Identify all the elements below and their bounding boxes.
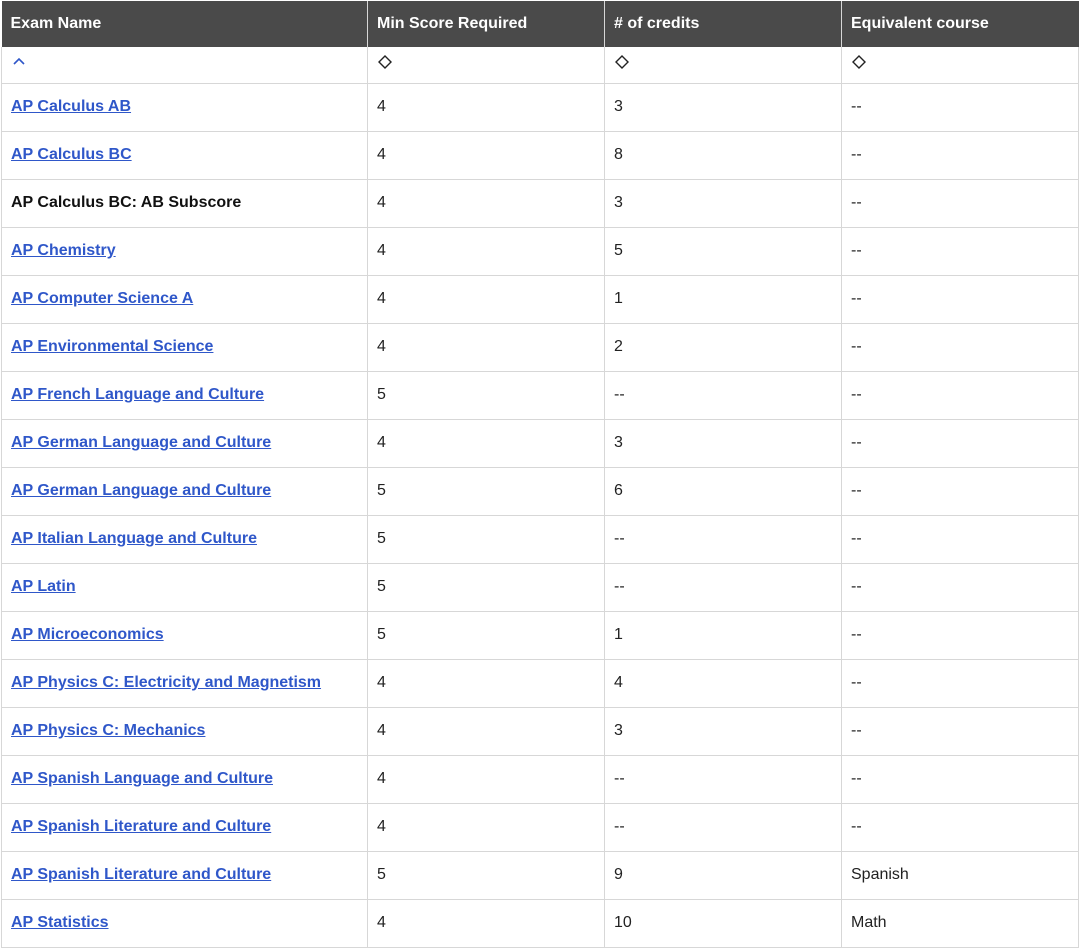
credits-cell: 6: [605, 467, 842, 515]
credits-cell: 10: [605, 899, 842, 947]
table-row: [2, 371, 1079, 419]
equivalent-course-cell: --: [842, 83, 1079, 131]
exam-link[interactable]: AP Microeconomics: [11, 626, 164, 643]
min-score-cell: 4: [368, 83, 605, 131]
exam-name-cell: [2, 899, 368, 947]
table-row: [2, 467, 1079, 515]
equivalent-course-cell: --: [842, 371, 1079, 419]
credits-cell: 2: [605, 323, 842, 371]
min-score-cell: 4: [368, 179, 605, 227]
credits-cell: 1: [605, 611, 842, 659]
credits-cell: --: [605, 371, 842, 419]
equivalent-course-cell: --: [842, 419, 1079, 467]
table-row: [2, 563, 1079, 611]
column-header-credits[interactable]: # of credits: [605, 1, 842, 47]
sort-cell-equivalent-course: [842, 47, 1079, 83]
table-row: [2, 659, 1079, 707]
exam-link[interactable]: AP Calculus AB: [11, 98, 132, 115]
credits-cell: 3: [605, 83, 842, 131]
min-score-cell: 4: [368, 659, 605, 707]
min-score-cell: 4: [368, 419, 605, 467]
min-score-cell: 5: [368, 611, 605, 659]
equivalent-course-cell: Spanish: [842, 851, 1079, 899]
table-row: [2, 899, 1079, 947]
exam-link[interactable]: AP Chemistry: [11, 242, 116, 259]
equivalent-course-cell: --: [842, 275, 1079, 323]
table-row: [2, 803, 1079, 851]
exam-link[interactable]: AP German Language and Culture: [11, 434, 272, 451]
exam-name-cell: [2, 275, 368, 323]
exam-name-cell: [2, 83, 368, 131]
exam-link[interactable]: AP Physics C: Mechanics: [11, 722, 206, 739]
equivalent-course-cell: --: [842, 611, 1079, 659]
min-score-cell: 5: [368, 851, 605, 899]
exam-link[interactable]: AP French Language and Culture: [11, 386, 265, 403]
table-row: [2, 419, 1079, 467]
credits-cell: 1: [605, 275, 842, 323]
exam-link[interactable]: AP Physics C: Electricity and Magnetism: [11, 674, 322, 691]
column-header-min-score[interactable]: Min Score Required: [368, 1, 605, 47]
exam-link[interactable]: AP Spanish Language and Culture: [11, 770, 273, 787]
exam-name-cell: [2, 371, 368, 419]
sort-cell-min-score: [368, 47, 605, 83]
min-score-cell: 4: [368, 275, 605, 323]
min-score-cell: 5: [368, 467, 605, 515]
exam-name-cell: [2, 227, 368, 275]
equivalent-course-cell: --: [842, 707, 1079, 755]
equivalent-course-cell: Math: [842, 899, 1079, 947]
table-row: [2, 323, 1079, 371]
credits-cell: --: [605, 563, 842, 611]
sort-both-icon[interactable]: [851, 54, 867, 70]
table-row: [2, 131, 1079, 179]
equivalent-course-cell: --: [842, 323, 1079, 371]
equivalent-course-cell: --: [842, 179, 1079, 227]
exam-name-cell: [2, 659, 368, 707]
sort-ascending-icon[interactable]: [11, 54, 27, 70]
table-row: [2, 515, 1079, 563]
equivalent-course-cell: --: [842, 515, 1079, 563]
credits-cell: 4: [605, 659, 842, 707]
table-row: [2, 707, 1079, 755]
sort-both-icon[interactable]: [377, 54, 393, 70]
credits-cell: 8: [605, 131, 842, 179]
exam-link[interactable]: AP Spanish Literature and Culture: [11, 818, 272, 835]
table-row: [2, 755, 1079, 803]
exam-link[interactable]: AP Spanish Literature and Culture: [11, 866, 272, 883]
exam-link[interactable]: AP Latin: [11, 578, 76, 595]
exam-name-text: AP Calculus BC: AB Subscore: [11, 194, 242, 211]
exam-link[interactable]: AP Computer Science A: [11, 290, 194, 307]
exam-link[interactable]: AP Calculus BC: [11, 146, 132, 163]
column-header-exam-name[interactable]: Exam Name: [2, 1, 368, 47]
equivalent-course-cell: --: [842, 227, 1079, 275]
min-score-cell: 5: [368, 563, 605, 611]
table-row: [2, 611, 1079, 659]
credits-cell: 3: [605, 707, 842, 755]
table-header-row: [2, 1, 1079, 47]
equivalent-course-cell: --: [842, 803, 1079, 851]
exam-name-cell: [2, 419, 368, 467]
equivalent-course-cell: --: [842, 659, 1079, 707]
min-score-cell: 4: [368, 131, 605, 179]
exam-name-cell: [2, 467, 368, 515]
table-body: [2, 83, 1079, 947]
exam-credit-table: [1, 1, 1079, 948]
table-row: [2, 227, 1079, 275]
sort-cell-credits: [605, 47, 842, 83]
exam-name-cell: [2, 611, 368, 659]
exam-link[interactable]: AP Statistics: [11, 914, 109, 931]
exam-name-cell: [2, 179, 368, 227]
exam-name-cell: [2, 563, 368, 611]
credits-cell: --: [605, 515, 842, 563]
exam-name-cell: [2, 323, 368, 371]
exam-name-cell: [2, 755, 368, 803]
equivalent-course-cell: --: [842, 467, 1079, 515]
table-row: [2, 275, 1079, 323]
min-score-cell: 4: [368, 707, 605, 755]
column-header-equivalent-course[interactable]: Equivalent course: [842, 1, 1079, 47]
equivalent-course-cell: --: [842, 563, 1079, 611]
min-score-cell: 4: [368, 323, 605, 371]
credits-cell: --: [605, 755, 842, 803]
min-score-cell: 4: [368, 755, 605, 803]
min-score-cell: 5: [368, 515, 605, 563]
credits-cell: 5: [605, 227, 842, 275]
exam-name-cell: [2, 803, 368, 851]
exam-link[interactable]: AP Environmental Science: [11, 338, 214, 355]
equivalent-course-cell: --: [842, 131, 1079, 179]
min-score-cell: 4: [368, 227, 605, 275]
table-row: [2, 851, 1079, 899]
credits-cell: 3: [605, 179, 842, 227]
exam-link[interactable]: AP German Language and Culture: [11, 482, 272, 499]
equivalent-course-cell: --: [842, 755, 1079, 803]
credits-cell: 3: [605, 419, 842, 467]
min-score-cell: 5: [368, 371, 605, 419]
exam-name-cell: [2, 851, 368, 899]
exam-credit-table-container: [1, 1, 1078, 948]
min-score-cell: 4: [368, 899, 605, 947]
exam-name-cell: [2, 131, 368, 179]
credits-cell: 9: [605, 851, 842, 899]
exam-name-cell: [2, 707, 368, 755]
exam-link[interactable]: AP Italian Language and Culture: [11, 530, 257, 547]
table-row: [2, 179, 1079, 227]
exam-name-cell: [2, 515, 368, 563]
sort-both-icon[interactable]: [614, 54, 630, 70]
table-row: [2, 83, 1079, 131]
credits-cell: --: [605, 803, 842, 851]
min-score-cell: 4: [368, 803, 605, 851]
sort-controls-row: [2, 47, 1079, 83]
sort-cell-exam-name: [2, 47, 368, 83]
